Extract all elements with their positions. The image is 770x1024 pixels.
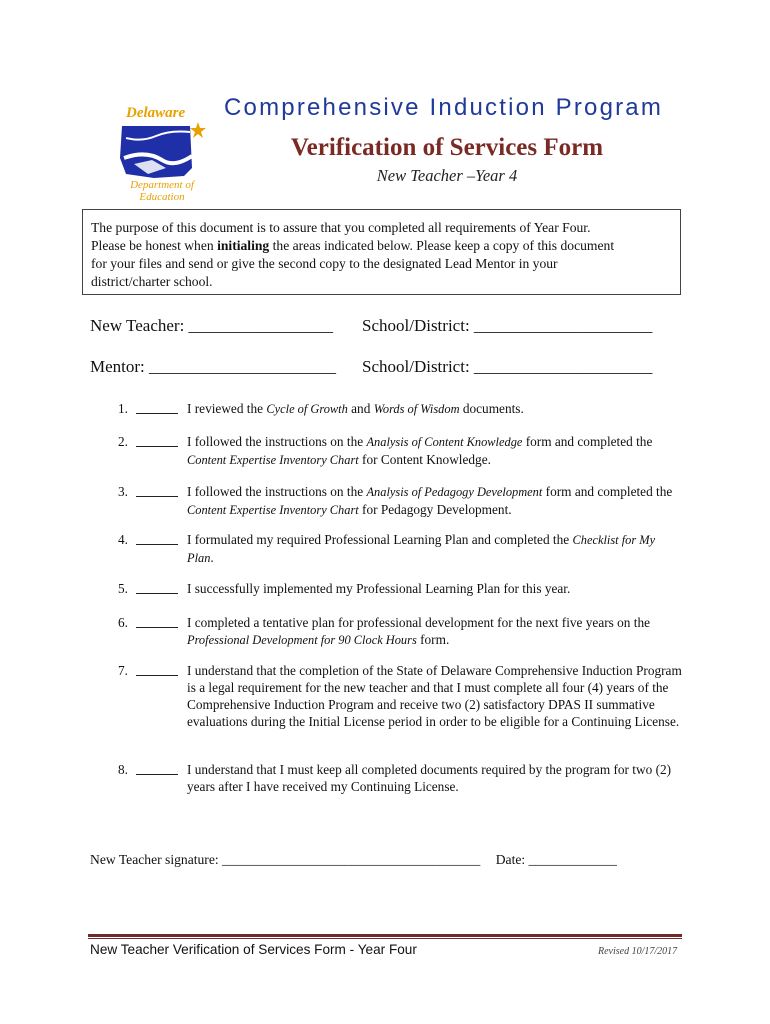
school-district-field-2[interactable]: School/District: _____________________ <box>362 357 653 376</box>
purpose-line-2-before: Please be honest when <box>91 238 218 253</box>
form-subtitle: New Teacher –Year 4 <box>376 166 518 185</box>
footer-divider-thin <box>88 938 682 939</box>
purpose-line-2 <box>91 237 672 255</box>
item-number: 4. <box>118 532 128 547</box>
purpose-line-4: district/charter school. <box>91 274 213 289</box>
purpose-line-3: for your files and send or give the second copy to the designated Lead Mentor in your <box>91 256 558 271</box>
initial-blank-7[interactable] <box>136 662 178 676</box>
purpose-emphasis: initialing <box>217 238 270 253</box>
logo-bottom-line2: Education <box>139 191 185 202</box>
item-number: 1. <box>118 401 128 416</box>
revision-date: Revised 10/17/2017 <box>598 946 678 957</box>
purpose-line-2-after: the areas indicated below. Please keep a copy of this document <box>269 238 615 253</box>
item-text: I understand that the completion of the State of Delaware Comprehensive Induction Program is a legal requirement for the new teacher and that I must complete all four (4) years of the Comprehensive Induction Program and receive two (2) satisfactory DPAS II summative evaluations during the Initial License period in order to be eligible for a Continuing License. <box>187 663 682 729</box>
initial-blank-8[interactable] <box>136 761 178 775</box>
initial-blank-3[interactable] <box>136 483 178 497</box>
logo-bottom-line1: Department of <box>130 179 194 191</box>
item-text: I formulated my required Professional Learning Plan and completed the Checklist for My Plan. <box>187 532 656 565</box>
item-number: 2. <box>118 434 128 449</box>
initial-blank-6[interactable] <box>136 614 178 628</box>
item-number: 5. <box>118 581 128 596</box>
program-title: Comprehensive Induction Program <box>224 94 664 121</box>
initial-blank-4[interactable] <box>136 531 178 545</box>
item-text: I completed a tentative plan for professional development for the next five years on the Professional Development for 90 Clock Hours form. <box>187 615 651 647</box>
form-title: Verification of Services Form <box>290 134 604 161</box>
item-text: I followed the instructions on the Analysis of Content Knowledge form and completed the Content Expertise Inventory Chart for Content Knowledge. <box>187 434 653 467</box>
date-field[interactable]: Date: _____________ <box>495 852 617 867</box>
item-text: I reviewed the Cycle of Growth and Words of Wisdom documents. <box>187 401 524 416</box>
footer-divider <box>88 934 682 937</box>
footer-title: New Teacher Verification of Services Form - Year Four <box>90 942 417 957</box>
item-number: 8. <box>118 762 128 777</box>
mentor-field[interactable]: Mentor: ______________________ <box>90 357 337 376</box>
new-teacher-field[interactable]: New Teacher: _________________ <box>90 316 334 335</box>
initial-blank-2[interactable] <box>136 433 178 447</box>
initial-blank-1[interactable] <box>136 400 178 414</box>
item-number: 6. <box>118 615 128 630</box>
signature-row <box>90 852 617 868</box>
new-teacher-row <box>90 316 653 336</box>
mentor-row <box>90 357 653 377</box>
logo-top-text: Delaware <box>126 105 186 121</box>
item-number: 3. <box>118 484 128 499</box>
signature-field[interactable]: New Teacher signature: ______________________________________ <box>90 852 481 867</box>
purpose-line-1: The purpose of this document is to assure that you completed all requirements of Year Four. <box>91 220 591 235</box>
item-number: 7. <box>118 663 128 678</box>
item-text: I understand that I must keep all completed documents required by the program for two (2) years after I have received my Continuing License. <box>187 762 672 794</box>
school-district-field-1[interactable]: School/District: _____________________ <box>362 316 653 335</box>
item-text: I followed the instructions on the Analysis of Pedagogy Development form and completed the Content Expertise Inventory Chart for Pedagogy Development. <box>187 484 673 517</box>
item-text: I successfully implemented my Professional Learning Plan for this year. <box>187 581 571 596</box>
purpose-box <box>82 209 681 295</box>
initial-blank-5[interactable] <box>136 580 178 594</box>
